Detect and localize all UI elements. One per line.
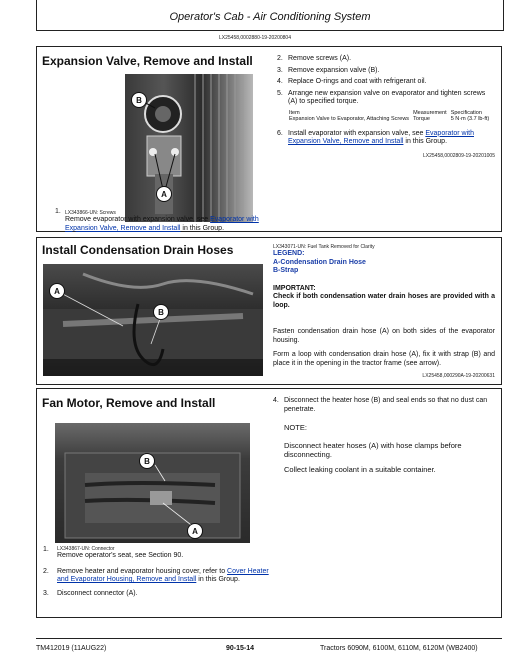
note-block <box>273 424 495 474</box>
note-text: Disconnect heater hoses (A) with hose clamps before disconnecting. <box>284 440 462 459</box>
expansion-valve-photo <box>125 74 253 222</box>
step-number: 1. <box>55 208 61 215</box>
step-item: 2. Remove screws (A). <box>277 55 352 62</box>
spec-header: Item <box>289 109 300 116</box>
right-steps <box>273 397 495 474</box>
note-text: Collect leaking coolant in a suitable container. <box>284 464 436 474</box>
spec-cell: 5 N·m (3.7 lb-ft) <box>450 115 490 122</box>
top-reference: LX25458,0002880-19-20200804 <box>218 35 291 41</box>
image-caption: LX343866-UN: Screws <box>65 210 116 216</box>
page-number: 90-15-14 <box>226 645 255 652</box>
legend-title: LEGEND: <box>273 250 305 257</box>
section-reference: LX25458,000290A-19-20200631 <box>422 373 495 379</box>
page-title: Operator's Cab - Air Conditioning System <box>169 11 371 23</box>
note-label: NOTE: <box>284 423 307 432</box>
photo-illustration <box>55 423 250 543</box>
spec-header: Measurement <box>413 109 447 116</box>
callout-a: A <box>156 186 172 202</box>
section-title: Install Condensation Drain Hoses <box>42 243 234 257</box>
footer-divider <box>36 638 502 639</box>
step-item: 1. LX343867-UN: Connector Remove operator's seat, see Section 90. <box>43 546 271 561</box>
link-evaporator[interactable]: Evaporator with Expansion Valve, Remove and Install <box>65 216 259 232</box>
callout-b: B <box>139 453 155 469</box>
section-fan-motor <box>36 388 502 618</box>
callout-a: A <box>49 283 65 299</box>
step-item: 3. Remove expansion valve (B). <box>277 66 380 74</box>
footer-right: Tractors 6090M, 6100M, 6110M, 6120M (WB2400) <box>320 645 478 652</box>
step-1-text: Remove evaporator with expansion valve, see Evaporator with Expansion Valve, Remove and Install in this Group. <box>65 216 259 232</box>
section-reference: LX25458,0002809-19-20201005 <box>422 152 495 159</box>
footer-left: TM412019 (11AUG22) <box>36 645 107 652</box>
step-item: 2. Remove heater and evaporator housing cover, refer to Cover Heater and Evaporator Housing, Remove and Install in this Group. <box>43 567 269 583</box>
callout-b: B <box>153 304 169 320</box>
image-caption: LX343071-UN: Fuel Tank Removed for Clarity <box>273 244 375 250</box>
step-item: 4. Replace O-rings and coat with refrigerant oil. <box>277 78 427 85</box>
photo-illustration <box>43 264 263 376</box>
page-header <box>36 0 504 31</box>
spec-header: Specification <box>450 109 482 116</box>
paragraph: Form a loop with condensation drain hose (A), fix it with strap (B) and place it in the opening in the tractor frame (see arrow). <box>273 351 495 367</box>
step-item: 5. Arrange new expansion valve on evaporator and tighten screws (A) to specified torque. <box>277 89 486 105</box>
link-cover-heater[interactable]: Cover Heater and Evaporator Housing, Remove and Install <box>57 567 269 583</box>
paragraph: Fasten condensation drain hose (A) on both sides of the evaporator housing. <box>273 328 495 344</box>
spec-cell: Expansion Valve to Evaporator, Attaching Screws <box>289 115 410 122</box>
important-text: Check if both condensation water drain hoses are provided with a loop. <box>273 293 495 309</box>
spec-cell: Torque <box>413 115 430 122</box>
right-steps <box>277 55 495 159</box>
section-expansion-valve <box>36 46 502 232</box>
step-6: 6. Install evaporator with expansion valve, see Evaporator with Expansion Valve, Remove and Install in this Group. <box>277 129 474 145</box>
legend-item: A-Condensation Drain Hose <box>273 258 366 266</box>
image-caption: LX343867-UN: Connector <box>57 546 115 552</box>
fan-motor-photo <box>55 423 250 543</box>
section-condensation-drain <box>36 237 502 385</box>
step-item: 3. Disconnect connector (A). <box>43 589 138 597</box>
torque-spec-table <box>287 110 491 122</box>
drain-hose-photo <box>43 264 263 376</box>
link-evaporator-install[interactable]: Evaporator with Expansion Valve, Remove and Install <box>288 129 474 145</box>
left-steps <box>43 546 271 598</box>
section-title: Expansion Valve, Remove and Install <box>42 54 253 68</box>
step-item: 4. Disconnect the heater hose (B) and seal ends so that no dust can penetrate. <box>273 397 488 413</box>
callout-a: A <box>187 523 203 539</box>
legend-block <box>273 244 495 379</box>
important-label: IMPORTANT: <box>273 284 316 292</box>
section-title: Fan Motor, Remove and Install <box>42 396 216 410</box>
callout-b: B <box>131 92 147 108</box>
legend-item: B-Strap <box>273 267 299 274</box>
